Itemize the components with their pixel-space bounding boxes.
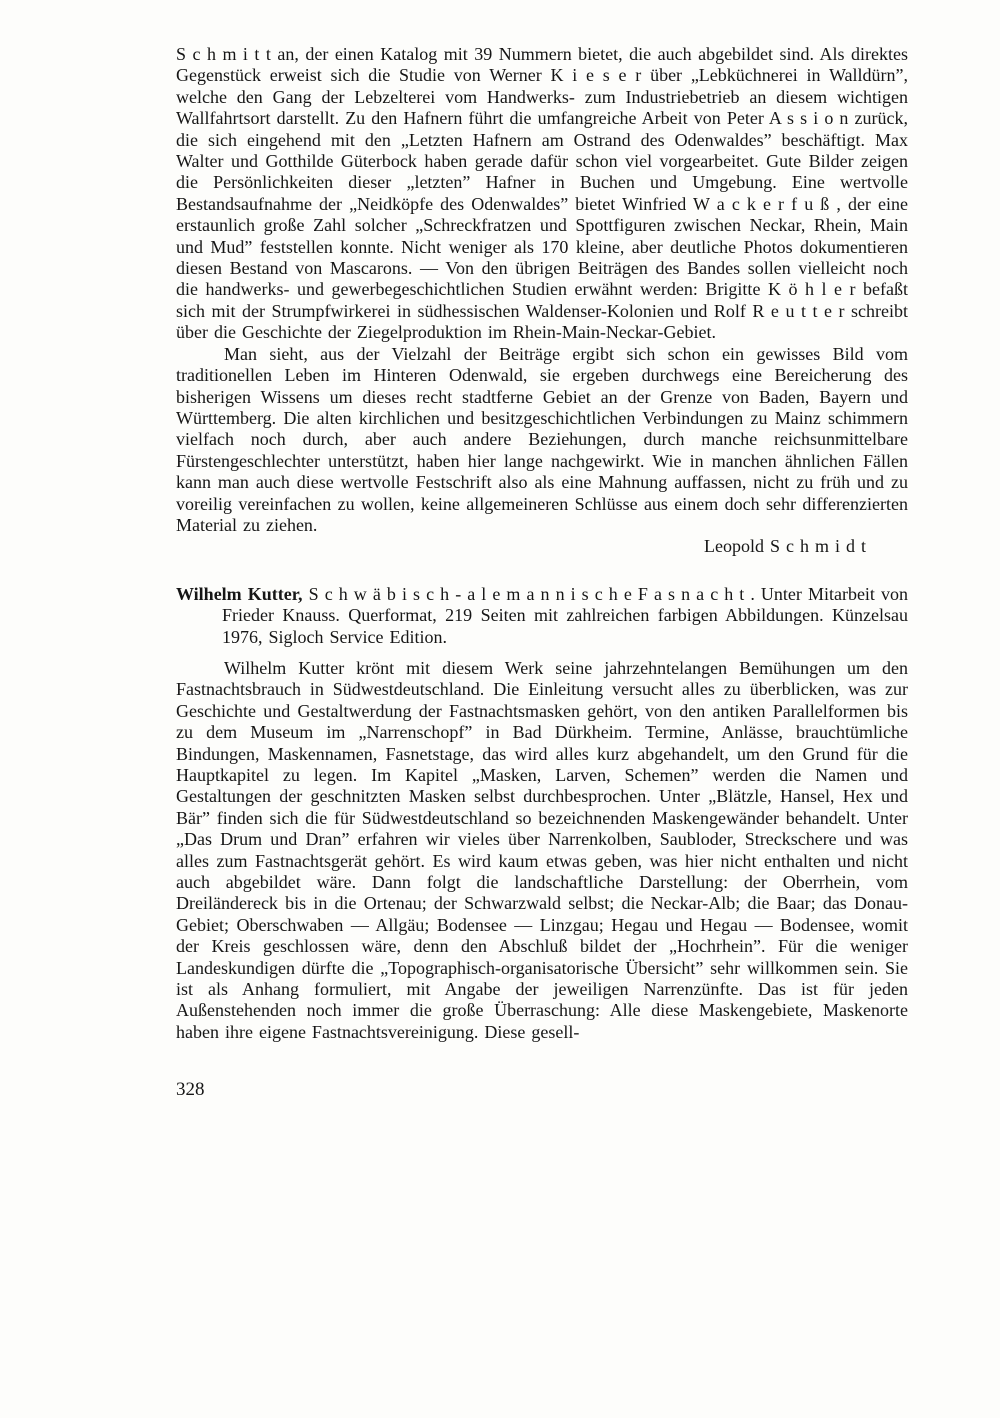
review-section-odenwald bbox=[176, 44, 908, 558]
book-title-details: S c h w ä b i s c h - a l e m a n n i s c h e F a s n a c h t . Unter Mitarbeit von Frieder Knauss. Querformat, 219 Seiten mit zahlreichen farbigen Abbildungen. Künzelsau 1976, Sigloch Service Edition. bbox=[222, 583, 908, 647]
reviewer-signature: Leopold S c h m i d t bbox=[704, 536, 866, 557]
review-paragraph-continued: S c h m i t t an, der einen Katalog mit 39 Nummern bietet, die auch abgebildet sind. Als direktes Gegenstück erweist sich die Studie von Werner K i e s e r über „Lebküchnerei in Walldürn”, welche den Gang der Lebzelterei vom Handwerks- zum Industriebetrieb an diesem wichtigen Wallfahrtsort darstellt. Zu den Hafnern führt die umfangreiche Arbeit von Peter A s s i o n zurück, die sich eingehend mit den „Letzten Hafnern am Ostrand des Odenwaldes” beschäftigt. Max Walter und Gotthilde Güterbock haben gerade dafür schon viel vorgearbeitet. Gute Bilder zeigen die Persönlichkeiten dieser „letzten” Hafner in Buchen und Umgebung. Eine wertvolle Bestandsaufnahme der „Neidköpfe des Odenwaldes” bietet Winfried W a c k e r f u ß , der eine erstaunlich große Zahl solcher „Schreckfratzen und Spottfiguren zwischen Neckar, Rhein, Main und Mud” feststellen konnte. Nicht weniger als 170 kleine, aber deutliche Photos dokumentieren diesen Bestand von Mascarons. — Von den übrigen Beiträgen des Bandes sollen vielleicht noch die handwerks- und gewerbegeschichtlichen Studien erwähnt werden: Brigitte K ö h l e r befaßt sich mit der Strumpfwirkerei in südhessischen Waldenser-Kolonien und Rolf R e u t t e r schreibt über die Geschichte der Ziegelproduktion im Rhein-Main-Neckar-Gebiet. bbox=[176, 44, 908, 343]
bibliographic-heading bbox=[176, 584, 908, 648]
page-number: 328 bbox=[176, 1079, 205, 1101]
review-section-kutter bbox=[176, 584, 908, 1044]
review-paragraph-body: Wilhelm Kutter krönt mit diesem Werk seine jahrzehntelangen Bemühungen um den Fastnachtsbrauch in Südwestdeutschland. Die Einleitung versucht alles zu überblicken, was zur Geschichte und Gestaltwerdung der Fastnachtsmasken gehört, von den antiken Parallelformen bis zu dem Museum im „Narrenschopf” in Bad Dürkheim. Termine, Anlässe, brauchtümliche Bindungen, Maskennamen, Fasnetstage, das wird alles kurz abgehandelt, um den Grund für die Hauptkapitel zu legen. Im Kapitel „Masken, Larven, Schemen” werden die Namen und Gestaltungen der geschnitzten Masken selbst durchbesprochen. Unter „Blätzle, Hansel, Hex und Bär” finden sich die für Südwestdeutschland so bezeichnenden Maskengewänder behandelt. Unter „Das Drum und Dran” erfahren wir vieles über Narrenkolben, Saubloder, Streckschere und was alles zum Fastnachtsgerät gehört. Es wird kaum etwas geben, was hier nicht enthalten und nicht auch abgebildet wäre. Dann folgt die landschaftliche Darstellung: der Oberrhein, vom Dreiländereck bis in die Ortenau; der Schwarzwald selbst; die Neckar-Alb; die Baar; das Donau-Gebiet; Oberschwaben — Allgäu; Bodensee — Linzgau; Hegau und Hegau — Bodensee, womit der Kreis geschlossen wäre, denn den Abschluß bildet der „Hochrhein”. Für die weniger Landeskundigen dürfte die „Topographisch-organisatorische Übersicht” sehr willkommen sein. Sie ist als Anhang formuliert, mit Angabe der jeweiligen Narrenzünfte. Das ist für jeden Außenstehenden noch immer die große Überraschung: Alle diese Maskengebiete, Maskenorte haben ihre eigene Fastnachtsvereinigung. Diese gesell- bbox=[176, 657, 908, 1042]
review-paragraph-conclusion: Man sieht, aus der Vielzahl der Beiträge ergibt sich schon ein gewisses Bild vom traditionellen Leben im Hinteren Odenwald, sie ergeben durchwegs eine Bereicherung des bisherigen Wissens um dieses recht stadtferne Gebiet an der Grenze von Baden, Bayern und Württemberg. Die alten kirchlichen und besitzgeschichtlichen Verbindungen zu Mainz schimmern vielfach noch durch, aber auch andere Beziehungen, durch manche reichsunmittelbare Fürstengeschlechter unterstützt, haben hier lange nachgewirkt. Wie in manchen ähnlichen Fällen kann man auch diese wertvolle Festschrift also als eine Mahnung auffassen, nicht zu früh und zu voreilig vereinfachen zu wollen, keine allgemeineren Schlüsse aus einem doch sehr differenzierten Material zu ziehen. bbox=[176, 343, 908, 535]
book-author: Wilhelm Kutter, bbox=[176, 583, 303, 604]
